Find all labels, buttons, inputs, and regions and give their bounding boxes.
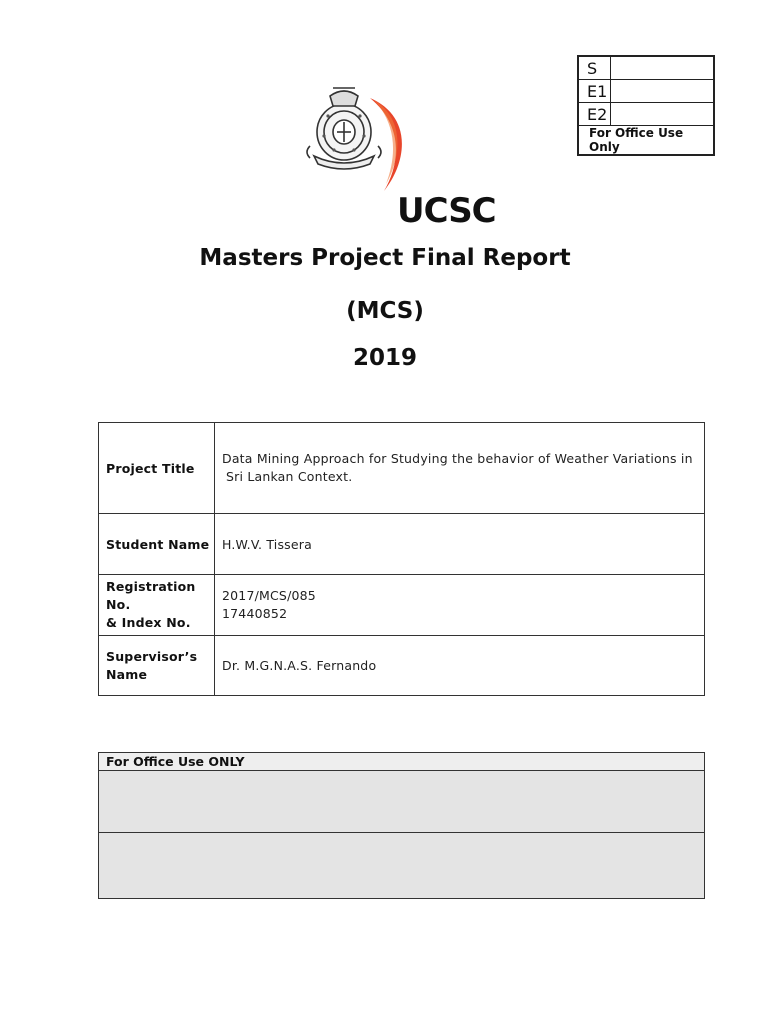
office-box-footer: For Office Use Only (579, 126, 714, 155)
student-name-label: Student Name (99, 514, 215, 575)
project-title-line-2: Sri Lankan Context. (226, 469, 353, 484)
project-title-line-1: Data Mining Approach for Studying the behavior of Weather Variations in (222, 451, 693, 466)
project-title-label: Project Title (99, 423, 215, 514)
office-use-only-heading: For Office Use ONLY (99, 753, 705, 771)
office-code-box (577, 55, 715, 156)
office-code-label: E2 (579, 103, 611, 126)
registration-value (215, 575, 705, 636)
table-row (99, 575, 705, 636)
registration-number: 2017/MCS/085 (222, 588, 316, 603)
office-code-value (611, 103, 714, 126)
office-use-only-table (98, 752, 705, 899)
report-year: 2019 (352, 345, 417, 371)
supervisor-name-value: Dr. M.G.N.A.S. Fernando (215, 636, 705, 696)
office-code-value (611, 80, 714, 103)
office-code-label: S (579, 57, 611, 80)
ucsc-logo-text: UCSC (397, 191, 496, 231)
office-code-row (579, 80, 714, 103)
ucsc-logo (300, 86, 496, 231)
office-code-label: E1 (579, 80, 611, 103)
registration-label (99, 575, 215, 636)
university-crest-icon (300, 86, 496, 231)
index-number: 17440852 (222, 606, 288, 621)
project-details-table (98, 422, 705, 696)
table-row (99, 423, 705, 514)
project-title-value (215, 423, 705, 514)
student-name-value: H.W.V. Tissera (215, 514, 705, 575)
report-degree: (MCS) (346, 298, 424, 324)
supervisor-label-line-1: Supervisor’s (106, 648, 198, 664)
office-use-blank-field (99, 833, 705, 899)
table-row (99, 514, 705, 575)
office-code-value (611, 57, 714, 80)
office-use-blank-field (99, 771, 705, 833)
office-code-row (579, 57, 714, 80)
supervisor-label (99, 636, 215, 696)
table-row (99, 636, 705, 696)
office-code-row (579, 103, 714, 126)
report-title: Masters Project Final Report (199, 245, 571, 271)
registration-label-line-2: & Index No. (106, 615, 191, 630)
registration-label-line-1: Registration No. (106, 579, 196, 612)
supervisor-label-line-2: Name (106, 666, 148, 682)
